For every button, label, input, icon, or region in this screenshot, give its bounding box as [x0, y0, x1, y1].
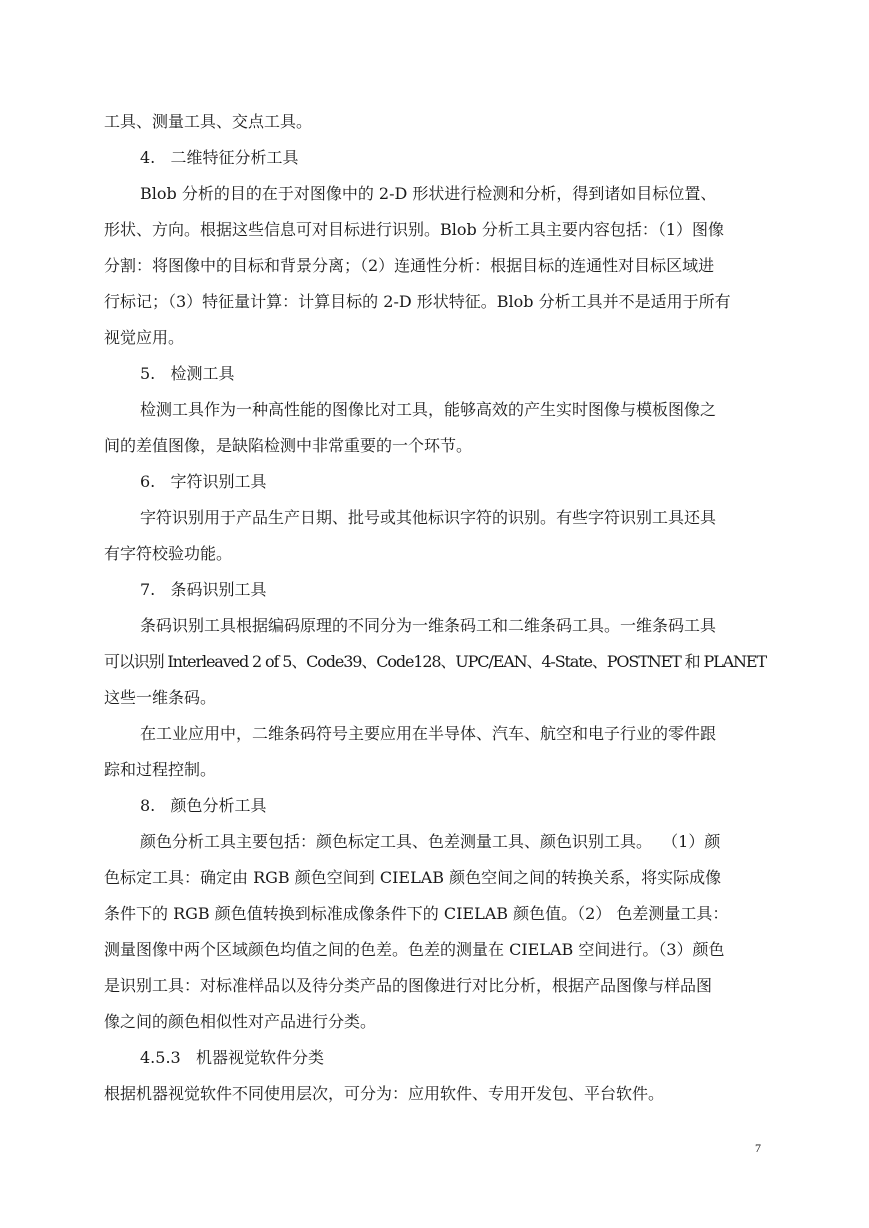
paragraph-line: Blob 分析的目的在于对图像中的 2-D 形状进行检测和分析，得到诸如目标位置、 — [140, 184, 717, 203]
paragraph-line: 根据机器视觉软件不同使用层次，可分为：应用软件、专用开发包、平台软件。 — [104, 1084, 665, 1103]
paragraph-line: 行标记；（3）特征量计算：计算目标的 2-D 形状特征。Blob 分析工具并不是适用于所有 — [104, 292, 731, 311]
section-heading-4-5-3: 4.5.3 机器视觉软件分类 — [140, 1048, 324, 1067]
paragraph-line: 是识别工具：对标准样品以及待分类产品的图像进行对比分析，根据产品图像与样品图 — [104, 976, 713, 995]
section-heading-6: 6. 字符识别工具 — [140, 472, 267, 491]
paragraph-line: 测量图像中两个区域颜色均值之间的色差。色差的测量在 CIELAB 空间进行。（3）颜色 — [104, 940, 725, 959]
paragraph-line: 条码识别工具根据编码原理的不同分为一维条码工和二维条码工具。一维条码工具 — [140, 616, 717, 635]
paragraph-line: 可以识别 Interleaved 2 of 5、Code39、Code128、UPC/EAN、4-State、POSTNET 和 PLANET — [104, 652, 767, 671]
paragraph-line: 有字符校验功能。 — [104, 544, 233, 563]
section-heading-8: 8. 颜色分析工具 — [140, 796, 267, 815]
paragraph-line: 踪和过程控制。 — [104, 760, 217, 779]
paragraph-line: 色标定工具：确定由 RGB 颜色空间到 CIELAB 颜色空间之间的转换关系，将实际成像 — [104, 868, 722, 887]
section-heading-4: 4. 二维特征分析工具 — [140, 148, 299, 167]
paragraph-line: 颜色分析工具主要包括：颜色标定工具、色差测量工具、颜色识别工具。 （1）颜 — [140, 832, 721, 851]
paragraph-continuation: 工具、测量工具、交点工具。 — [104, 112, 313, 131]
paragraph-line: 字符识别用于产品生产日期、批号或其他标识字符的识别。有些字符识别工具还具 — [140, 508, 717, 527]
paragraph-line: 视觉应用。 — [104, 328, 185, 347]
paragraph-line: 形状、方向。根据这些信息可对目标进行识别。Blob 分析工具主要内容包括：（1）图像 — [104, 220, 725, 239]
paragraph-line: 这些一维条码。 — [104, 688, 217, 707]
document-page — [104, 104, 766, 1112]
page-number: 7 — [755, 1141, 761, 1155]
section-heading-7: 7. 条码识别工具 — [140, 580, 267, 599]
paragraph-line: 条件下的 RGB 颜色值转换到标准成像条件下的 CIELAB 颜色值。（2） 色差测量工具： — [104, 904, 729, 923]
section-heading-5: 5. 检测工具 — [140, 364, 235, 383]
paragraph-line: 分割：将图像中的目标和背景分离；（2）连通性分析：根据目标的连通性对目标区域进 — [104, 256, 715, 275]
paragraph-line: 检测工具作为一种高性能的图像比对工具，能够高效的产生实时图像与模板图像之 — [140, 400, 717, 419]
paragraph-line: 间的差值图像，是缺陷检测中非常重要的一个环节。 — [104, 436, 473, 455]
paragraph-line: 在工业应用中，二维条码符号主要应用在半导体、汽车、航空和电子行业的零件跟 — [140, 724, 717, 743]
paragraph-line: 像之间的颜色相似性对产品进行分类。 — [104, 1012, 377, 1031]
